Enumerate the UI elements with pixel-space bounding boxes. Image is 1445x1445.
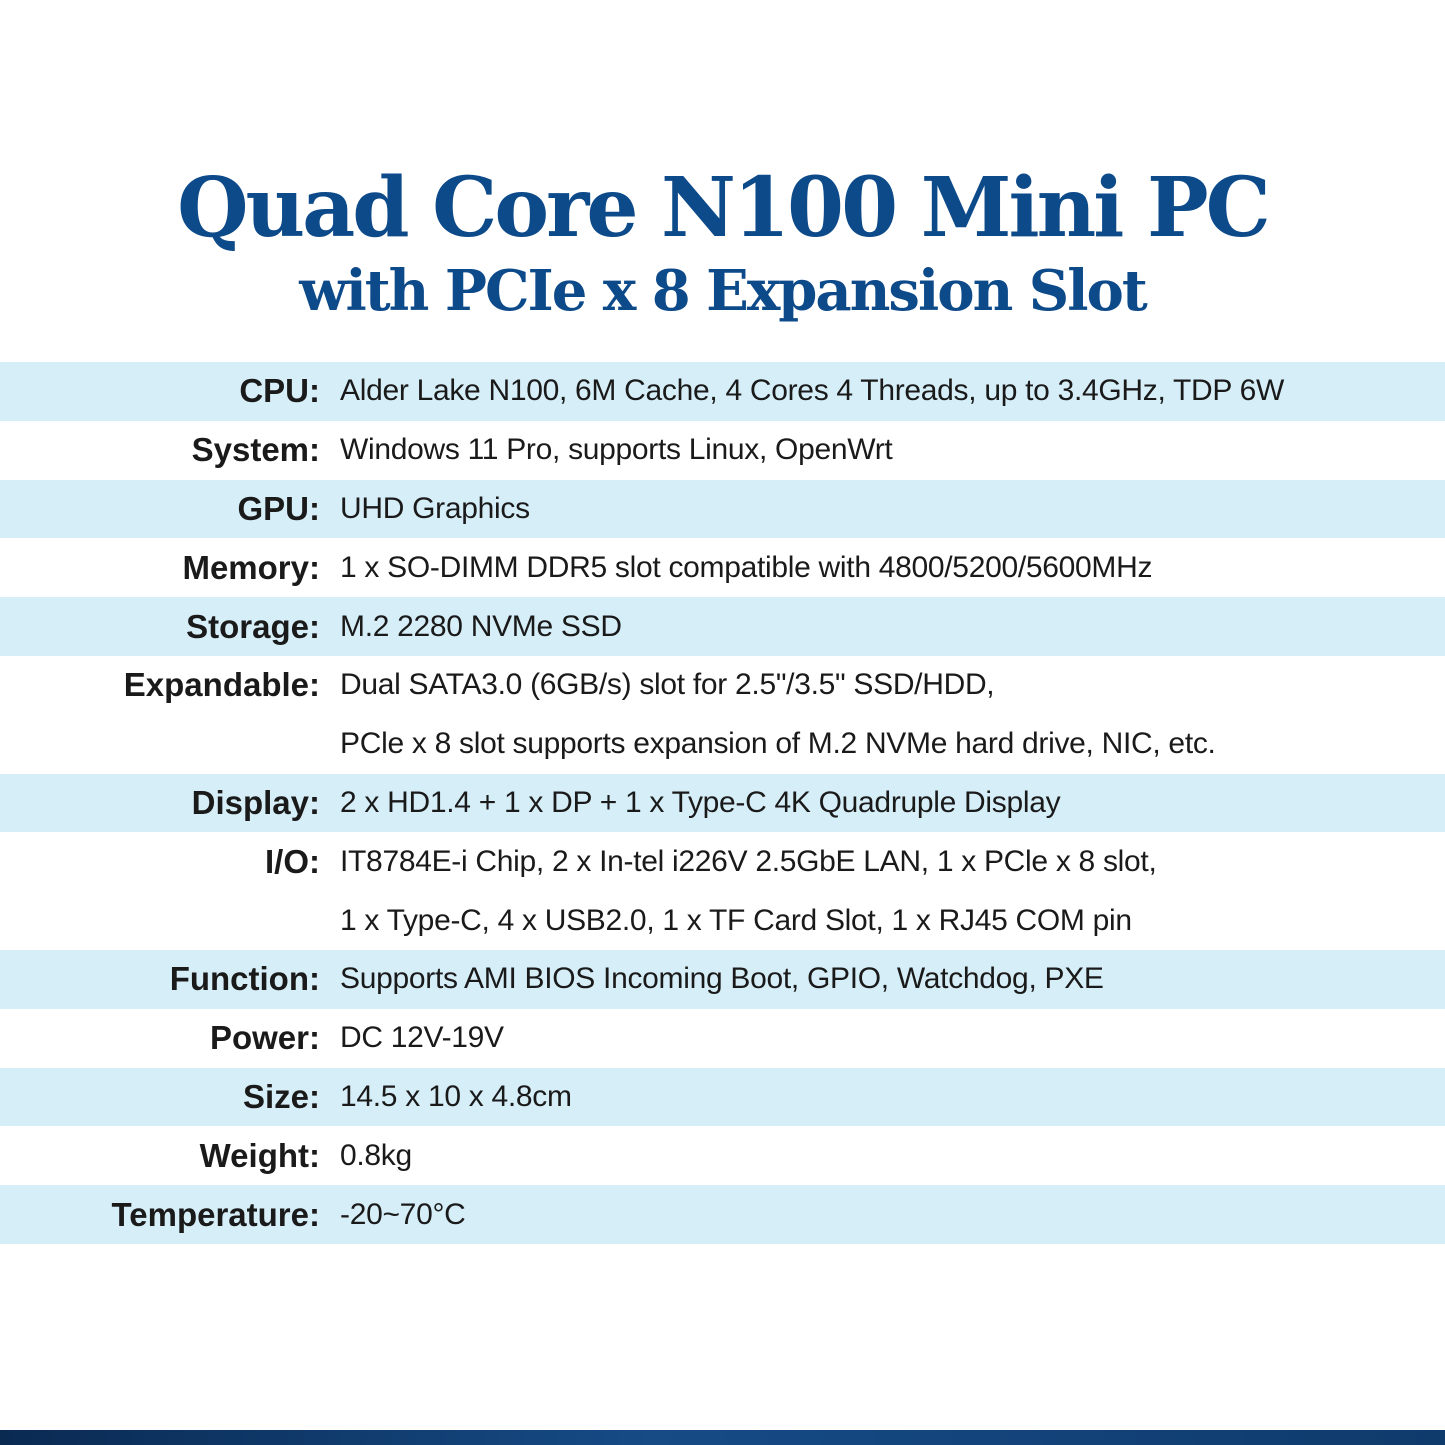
spec-row: [0, 1068, 1445, 1127]
spec-label: Size:: [242, 1077, 320, 1115]
spec-line: [0, 1126, 1445, 1185]
spec-value: M.2 2280 NVMe SSD: [340, 609, 622, 643]
spec-value: -20~70°C: [340, 1197, 466, 1231]
spec-label: I/O:: [265, 842, 320, 880]
spec-label: Power:: [209, 1019, 320, 1057]
spec-row: [0, 832, 1445, 950]
spec-label: Memory:: [182, 548, 320, 586]
spec-line: [0, 656, 1445, 715]
spec-label: Storage:: [186, 607, 320, 645]
spec-value: Supports AMI BIOS Incoming Boot, GPIO, Watchdog, PXE: [340, 962, 1104, 996]
spec-row: [0, 1009, 1445, 1068]
spec-label: Weight:: [199, 1136, 320, 1174]
spec-value: Dual SATA3.0 (6GB/s) slot for 2.5"/3.5" SSD/HDD,: [340, 668, 995, 702]
spec-row: [0, 538, 1445, 597]
spec-label: System:: [191, 431, 320, 469]
spec-line: [0, 538, 1445, 597]
spec-value: 1 x SO-DIMM DDR5 slot compatible with 4800/5200/5600MHz: [340, 550, 1153, 584]
spec-line: [0, 950, 1445, 1009]
spec-line: [0, 715, 1445, 774]
page-subtitle: with PCIe x 8 Expansion Slot: [299, 258, 1146, 324]
spec-value: Windows 11 Pro, supports Linux, OpenWrt: [340, 433, 893, 467]
spec-table: [0, 362, 1445, 1244]
spec-row: [0, 774, 1445, 833]
spec-label: Function:: [169, 960, 320, 998]
page-title: Quad Core N100 Mini PC: [177, 160, 1268, 256]
spec-row: [0, 597, 1445, 656]
spec-value: Alder Lake N100, 6M Cache, 4 Cores 4 Threads, up to 3.4GHz, TDP 6W: [340, 374, 1285, 408]
spec-row: [0, 480, 1445, 539]
spec-line: [0, 421, 1445, 480]
spec-row: [0, 1126, 1445, 1185]
spec-label: Expandable:: [123, 666, 320, 704]
spec-line: [0, 1068, 1445, 1127]
spec-label: GPU:: [237, 489, 320, 527]
spec-label: CPU:: [239, 372, 320, 410]
spec-value: IT8784E-i Chip, 2 x In-tel i226V 2.5GbE LAN, 1 x PCle x 8 slot,: [340, 844, 1157, 878]
spec-label: Temperature:: [111, 1195, 320, 1233]
spec-value: 14.5 x 10 x 4.8cm: [340, 1079, 572, 1113]
spec-value: PCle x 8 slot supports expansion of M.2 NVMe hard drive, NIC, etc.: [340, 727, 1216, 761]
spec-line: [0, 480, 1445, 539]
spec-row: [0, 1185, 1445, 1244]
spec-value: 2 x HD1.4 + 1 x DP + 1 x Type-C 4K Quadruple Display: [340, 785, 1061, 819]
spec-row: [0, 362, 1445, 421]
spec-line: [0, 597, 1445, 656]
spec-row: [0, 421, 1445, 480]
spec-line: [0, 362, 1445, 421]
spec-label: Display:: [191, 783, 320, 821]
spec-line: [0, 1185, 1445, 1244]
spec-value: UHD Graphics: [340, 491, 530, 525]
spec-line: [0, 1009, 1445, 1068]
spec-row: [0, 950, 1445, 1009]
spec-value: DC 12V-19V: [340, 1021, 504, 1055]
spec-line: [0, 774, 1445, 833]
spec-line: [0, 832, 1445, 891]
spec-value: 1 x Type-C, 4 x USB2.0, 1 x TF Card Slot, 1 x RJ45 COM pin: [340, 903, 1132, 937]
spec-row: [0, 656, 1445, 774]
spec-value: 0.8kg: [340, 1138, 412, 1172]
bottom-accent-bar: [0, 1430, 1445, 1445]
spec-line: [0, 891, 1445, 950]
